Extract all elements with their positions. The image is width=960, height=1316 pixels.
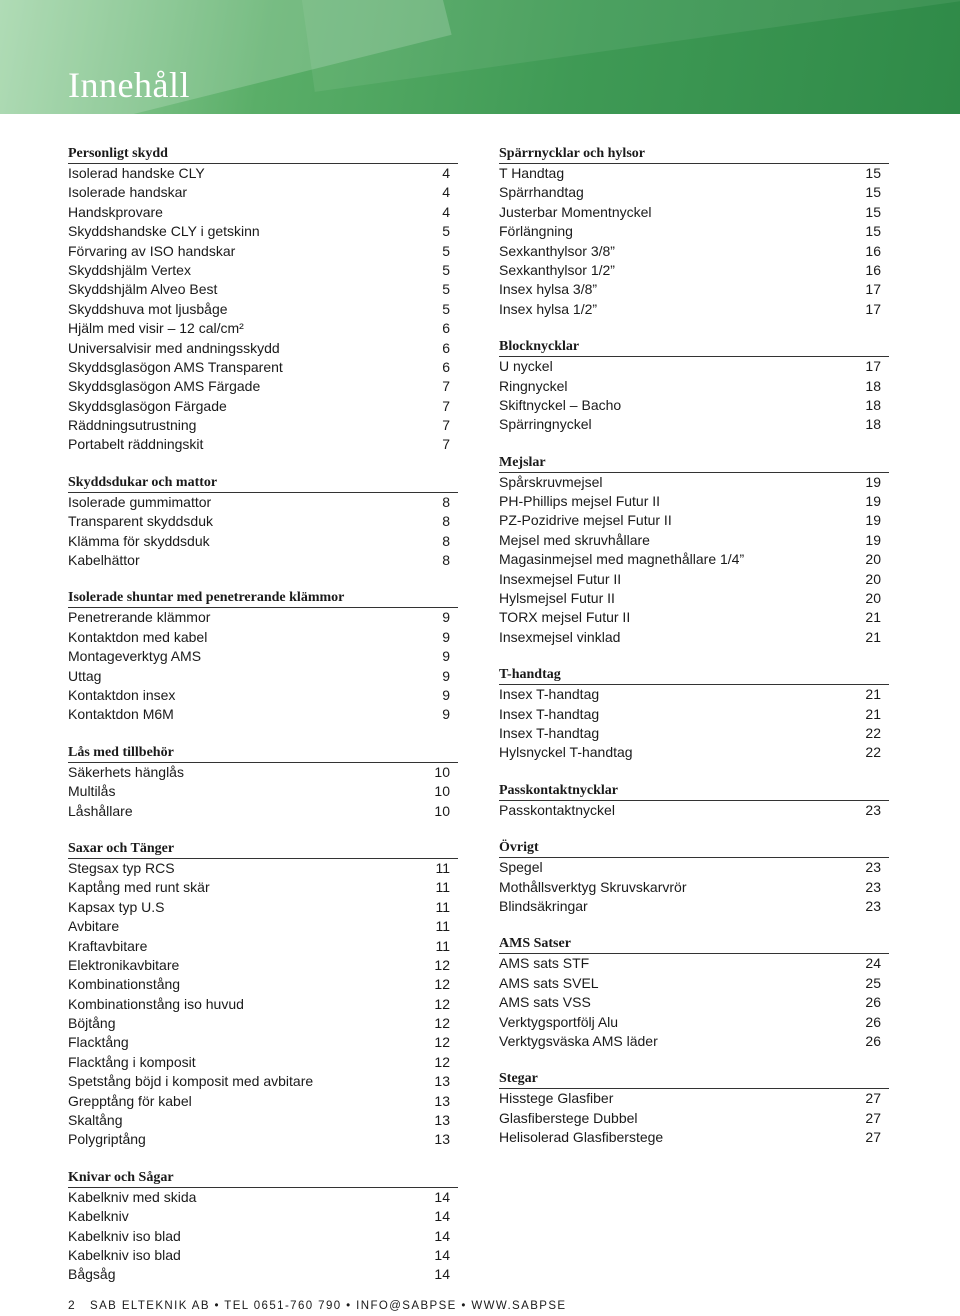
toc-entry-label: Säkerhets hänglås — [68, 763, 184, 780]
section-title: Passkontaktnycklar — [499, 782, 889, 801]
toc-entry-page: 13 — [434, 1131, 450, 1148]
toc-entry[interactable] — [68, 1265, 458, 1284]
toc-entry-label: Justerbar Momentnyckel — [499, 203, 652, 220]
toc-entry[interactable] — [499, 608, 889, 627]
toc-entry-page: 4 — [442, 203, 450, 220]
toc-entry-page: 11 — [435, 859, 450, 876]
toc-entry-page: 12 — [434, 995, 450, 1012]
toc-section — [68, 474, 458, 571]
header-decoration — [294, 0, 960, 92]
toc-entry-label: Handskprovare — [68, 203, 163, 220]
page-footer — [68, 1298, 566, 1312]
toc-entry[interactable] — [68, 300, 458, 319]
footer-contact-info: SAB ELTEKNIK AB • TEL 0651-760 790 • INFO@SABPSE • WWW.SABPSE — [90, 1300, 567, 1312]
toc-entry-page: 14 — [434, 1208, 450, 1225]
toc-section — [499, 145, 889, 319]
toc-entry[interactable] — [68, 1033, 458, 1052]
toc-entry[interactable] — [68, 705, 458, 724]
toc-entry-label: Transparent skyddsduk — [68, 513, 213, 530]
toc-entry[interactable] — [68, 1072, 458, 1091]
section-title: Knivar och Sågar — [68, 1169, 458, 1188]
toc-entry[interactable] — [499, 203, 889, 222]
toc-entry[interactable] — [499, 993, 889, 1012]
toc-entry[interactable] — [68, 1246, 458, 1265]
toc-entry[interactable] — [68, 1188, 458, 1207]
toc-entry-label: Sexkanthylsor 1/2” — [499, 261, 615, 278]
toc-entry-page: 17 — [865, 300, 881, 317]
toc-entry[interactable] — [68, 995, 458, 1014]
toc-entry[interactable] — [499, 511, 889, 530]
toc-entry-label: Insex T-handtag — [499, 724, 600, 741]
toc-entry-page: 6 — [442, 320, 450, 337]
toc-entry-label: Ringnyckel — [499, 377, 568, 394]
toc-section — [499, 1070, 889, 1147]
toc-entry-page: 21 — [865, 628, 881, 645]
toc-entry-label: Hylsnyckel T-handtag — [499, 744, 633, 761]
toc-entry[interactable] — [68, 339, 458, 358]
toc-entry-label: Skyddsglasögon Färgade — [68, 397, 227, 414]
section-title: Lås med tillbehör — [68, 744, 458, 763]
toc-entry-label: Kabelkniv med skida — [68, 1188, 197, 1205]
toc-entry-label: Kontaktdon med kabel — [68, 628, 208, 645]
toc-entry[interactable] — [68, 222, 458, 241]
toc-entry-page: 23 — [865, 859, 881, 876]
toc-entry-label: Spärringnyckel — [499, 416, 592, 433]
toc-entry[interactable] — [68, 763, 458, 782]
toc-entry[interactable] — [68, 1130, 458, 1149]
toc-entry-label: Skyddshjälm Vertex — [68, 261, 191, 278]
toc-entry-label: Isolerade gummimattor — [68, 493, 212, 510]
toc-entry-label: Skaltång — [68, 1112, 123, 1129]
toc-entry-label: Hisstege Glasfiber — [499, 1090, 614, 1107]
toc-entry[interactable] — [68, 164, 458, 183]
toc-entry-label: Kabelkniv iso blad — [68, 1227, 181, 1244]
toc-entry-page: 19 — [865, 512, 881, 529]
footer-page-number: 2 — [68, 1298, 75, 1312]
toc-entry-page: 5 — [442, 261, 450, 278]
toc-section — [68, 145, 458, 455]
toc-entry-label: Spårskruvmejsel — [499, 473, 603, 490]
toc-entry-label: Portabelt räddningskit — [68, 436, 204, 453]
toc-section — [499, 839, 889, 916]
toc-entry-label: Räddningsutrustning — [68, 417, 197, 434]
toc-entry-label: Avbitare — [68, 918, 120, 935]
toc-entry-label: Bågsåg — [68, 1266, 116, 1283]
toc-entry-label: Verktygsportfölj Alu — [499, 1013, 619, 1030]
page-header — [0, 0, 960, 114]
toc-entry-page: 21 — [865, 609, 881, 626]
toc-entry-page: 16 — [865, 242, 881, 259]
toc-entry-page: 14 — [434, 1227, 450, 1244]
toc-entry-page: 9 — [442, 667, 450, 684]
toc-entry-page: 13 — [434, 1092, 450, 1109]
toc-entry[interactable] — [68, 377, 458, 396]
toc-entry-label: Blindsäkringar — [499, 897, 588, 914]
toc-entry[interactable] — [499, 531, 889, 550]
toc-entry[interactable] — [68, 1111, 458, 1130]
toc-entry[interactable] — [68, 358, 458, 377]
toc-entry-page: 14 — [434, 1266, 450, 1283]
section-title: Övrigt — [499, 839, 889, 858]
toc-entry[interactable] — [68, 183, 458, 202]
toc-entry[interactable] — [499, 858, 889, 877]
toc-entry-page: 16 — [865, 261, 881, 278]
toc-entry-label: Förlängning — [499, 223, 573, 240]
toc-entry-page: 26 — [865, 994, 881, 1011]
toc-entry-label: Kontaktdon insex — [68, 686, 176, 703]
toc-entry[interactable] — [499, 1128, 889, 1147]
section-title: Isolerade shuntar med penetrerande klämmor — [68, 589, 458, 608]
toc-entry-page: 8 — [442, 552, 450, 569]
toc-entry-page: 24 — [865, 955, 881, 972]
toc-entry[interactable] — [499, 954, 889, 973]
toc-entry[interactable] — [499, 473, 889, 492]
toc-entry[interactable] — [68, 1092, 458, 1111]
toc-entry[interactable] — [68, 261, 458, 280]
toc-entry-label: Flacktång i komposit — [68, 1053, 196, 1070]
toc-entry-label: Stegsax typ RCS — [68, 859, 175, 876]
section-title: Personligt skydd — [68, 145, 458, 164]
toc-entry-page: 11 — [435, 879, 450, 896]
toc-entry[interactable] — [499, 415, 889, 434]
toc-entry-page: 4 — [442, 184, 450, 201]
section-title: Spärrnycklar och hylsor — [499, 145, 889, 164]
toc-section — [68, 744, 458, 821]
toc-entry-page: 23 — [865, 878, 881, 895]
toc-entry-label: Skyddshjälm Alveo Best — [68, 281, 218, 298]
toc-entry-page: 4 — [442, 165, 450, 181]
toc-entry-page: 15 — [865, 165, 881, 181]
toc-entry-label: AMS sats STF — [499, 955, 590, 972]
toc-entry-page: 12 — [434, 1053, 450, 1070]
toc-entry[interactable] — [499, 280, 889, 299]
toc-entry-label: Skyddshandske CLY i getskinn — [68, 223, 260, 240]
toc-entry[interactable] — [499, 222, 889, 241]
toc-entry[interactable] — [499, 242, 889, 261]
toc-entry-page: 25 — [865, 974, 881, 991]
toc-section — [68, 840, 458, 1150]
toc-entry-label: AMS sats SVEL — [499, 974, 599, 991]
toc-entry-page: 8 — [442, 532, 450, 549]
toc-entry[interactable] — [499, 570, 889, 589]
toc-entry-label: Insex T-handtag — [499, 686, 600, 703]
toc-entry-page: 7 — [442, 378, 450, 395]
toc-entry[interactable] — [68, 551, 458, 570]
toc-entry[interactable] — [68, 917, 458, 936]
toc-entry-label: AMS sats VSS — [499, 994, 591, 1011]
toc-entry-label: Klämma för skyddsduk — [68, 532, 210, 549]
toc-entry-page: 13 — [434, 1112, 450, 1129]
toc-entry-label: Skyddsglasögon AMS Transparent — [68, 358, 283, 375]
toc-entry[interactable] — [499, 878, 889, 897]
toc-entry-page: 12 — [434, 976, 450, 993]
toc-entry-page: 8 — [442, 513, 450, 530]
toc-entry[interactable] — [68, 937, 458, 956]
toc-entry[interactable] — [499, 1109, 889, 1128]
toc-entry-label: Insex hylsa 1/2” — [499, 300, 598, 317]
toc-entry-page: 12 — [434, 1015, 450, 1032]
toc-entry[interactable] — [68, 242, 458, 261]
toc-entry-label: Låshållare — [68, 802, 133, 819]
toc-section — [499, 338, 889, 435]
toc-entry-label: Förvaring av ISO handskar — [68, 242, 236, 259]
toc-entry-page: 10 — [434, 763, 450, 780]
toc-entry-page: 6 — [442, 339, 450, 356]
section-title: T-handtag — [499, 666, 889, 685]
toc-entry-label: Kabelkniv — [68, 1208, 129, 1225]
section-title: Saxar och Tänger — [68, 840, 458, 859]
section-title: Mejslar — [499, 454, 889, 473]
toc-entry-label: PH-Phillips mejsel Futur II — [499, 493, 661, 510]
toc-entry-label: Kaptång med runt skär — [68, 879, 210, 896]
toc-entry[interactable] — [68, 628, 458, 647]
toc-entry-page: 22 — [865, 744, 881, 761]
toc-entry-label: Insexmejsel vinklad — [499, 628, 621, 645]
toc-entry[interactable] — [68, 435, 458, 454]
toc-entry-label: Kabelhättor — [68, 552, 140, 569]
toc-entry[interactable] — [499, 164, 889, 183]
toc-entry-page: 12 — [434, 1034, 450, 1051]
toc-entry-label: Polygriptång — [68, 1131, 146, 1148]
toc-entry-page: 5 — [442, 281, 450, 298]
toc-entry-label: Böjtång — [68, 1015, 116, 1032]
toc-entry-label: Isolerade handskar — [68, 184, 188, 201]
toc-entry-page: 5 — [442, 223, 450, 240]
toc-entry-page: 21 — [865, 686, 881, 703]
toc-entry[interactable] — [68, 956, 458, 975]
toc-entry-label: PZ-Pozidrive mejsel Futur II — [499, 512, 672, 529]
toc-entry-page: 15 — [865, 184, 881, 201]
section-title: Blocknycklar — [499, 338, 889, 357]
toc-entry[interactable] — [68, 416, 458, 435]
toc-entry[interactable] — [68, 975, 458, 994]
toc-entry[interactable] — [68, 319, 458, 338]
toc-entry-page: 9 — [442, 686, 450, 703]
toc-entry-page: 18 — [865, 416, 881, 433]
toc-entry-page: 10 — [434, 783, 450, 800]
toc-entry[interactable] — [499, 743, 889, 762]
toc-entry[interactable] — [499, 974, 889, 993]
toc-entry[interactable] — [499, 300, 889, 319]
toc-section — [499, 782, 889, 820]
toc-entry-label: TORX mejsel Futur II — [499, 609, 631, 626]
toc-entry-label: Grepptång för kabel — [68, 1092, 192, 1109]
toc-entry[interactable] — [499, 492, 889, 511]
toc-entry-page: 21 — [865, 705, 881, 722]
toc-entry-page: 20 — [865, 551, 881, 568]
toc-entry[interactable] — [499, 261, 889, 280]
toc-entry-label: Multilås — [68, 783, 116, 800]
toc-entry-page: 5 — [442, 300, 450, 317]
toc-entry-label: Skyddsglasögon AMS Färgade — [68, 378, 261, 395]
toc-entry-label: Skiftnyckel – Bacho — [499, 396, 622, 413]
toc-entry[interactable] — [499, 396, 889, 415]
toc-entry-label: Kabelkniv iso blad — [68, 1246, 181, 1263]
toc-entry-label: Montageverktyg AMS — [68, 648, 202, 665]
toc-entry[interactable] — [68, 686, 458, 705]
toc-entry[interactable] — [68, 532, 458, 551]
toc-entry-label: Verktygsväska AMS läder — [499, 1032, 658, 1049]
toc-section — [68, 1169, 458, 1285]
toc-entry-page: 9 — [442, 648, 450, 665]
toc-entry-page: 19 — [865, 473, 881, 490]
toc-entry[interactable] — [68, 1227, 458, 1246]
toc-entry-label: Kombinationstång — [68, 976, 181, 993]
toc-entry-label: Spegel — [499, 859, 543, 876]
toc-entry[interactable] — [499, 183, 889, 202]
toc-entry-page: 14 — [434, 1188, 450, 1205]
toc-section — [499, 454, 889, 648]
toc-entry-page: 27 — [865, 1109, 881, 1126]
section-title: AMS Satser — [499, 935, 889, 954]
toc-entry[interactable] — [68, 203, 458, 222]
toc-entry-label: Kapsax typ U.S — [68, 898, 165, 915]
toc-section — [68, 589, 458, 724]
toc-entry[interactable] — [68, 802, 458, 821]
toc-entry-label: Skyddshuva mot ljusbåge — [68, 300, 228, 317]
toc-entry-label: Glasfiberstege Dubbel — [499, 1109, 638, 1126]
toc-entry[interactable] — [499, 724, 889, 743]
toc-entry-page: 19 — [865, 531, 881, 548]
toc-entry-page: 27 — [865, 1090, 881, 1107]
toc-column-right — [499, 145, 889, 1166]
toc-section — [499, 935, 889, 1051]
toc-entry-page: 11 — [435, 898, 450, 915]
toc-entry[interactable] — [499, 897, 889, 916]
toc-entry-page: 10 — [434, 802, 450, 819]
toc-entry-page: 18 — [865, 377, 881, 394]
toc-entry-page: 7 — [442, 397, 450, 414]
toc-entry-label: Spetstång böjd i komposit med avbitare — [68, 1073, 314, 1090]
toc-entry-page: 14 — [434, 1246, 450, 1263]
toc-entry[interactable] — [68, 1014, 458, 1033]
toc-entry-page: 12 — [434, 956, 450, 973]
toc-entry[interactable] — [499, 550, 889, 569]
section-title: Skyddsdukar och mattor — [68, 474, 458, 493]
toc-entry[interactable] — [68, 1053, 458, 1072]
toc-column-left — [68, 145, 458, 1304]
toc-entry[interactable] — [68, 1207, 458, 1226]
toc-entry[interactable] — [68, 608, 458, 627]
toc-entry[interactable] — [68, 782, 458, 801]
toc-entry-page: 22 — [865, 724, 881, 741]
toc-entry-label: Kombinationstång iso huvud — [68, 995, 244, 1012]
toc-entry[interactable] — [68, 397, 458, 416]
toc-entry-page: 7 — [442, 417, 450, 434]
toc-entry[interactable] — [68, 280, 458, 299]
toc-entry[interactable] — [68, 898, 458, 917]
toc-entry-label: Hylsmejsel Futur II — [499, 590, 615, 607]
toc-entry-page: 9 — [442, 706, 450, 723]
toc-entry-page: 20 — [865, 590, 881, 607]
toc-entry-page: 17 — [865, 281, 881, 298]
toc-entry-page: 27 — [865, 1129, 881, 1146]
toc-entry-label: Kontaktdon M6M — [68, 706, 174, 723]
toc-entry[interactable] — [68, 512, 458, 531]
toc-entry[interactable] — [499, 357, 889, 376]
toc-entry-label: Magasinmejsel med magnethållare 1/4” — [499, 551, 745, 568]
toc-entry[interactable] — [499, 628, 889, 647]
toc-entry-page: 6 — [442, 358, 450, 375]
toc-entry-label: Isolerad handske CLY — [68, 165, 205, 181]
toc-entry[interactable] — [499, 705, 889, 724]
toc-entry-page: 19 — [865, 493, 881, 510]
toc-entry-page: 26 — [865, 1032, 881, 1049]
toc-entry-label: Penetrerande klämmor — [68, 609, 211, 626]
toc-entry-page: 23 — [865, 801, 881, 818]
toc-entry-label: T Handtag — [499, 165, 565, 181]
toc-entry-page: 17 — [865, 358, 881, 375]
toc-entry-page: 18 — [865, 396, 881, 413]
toc-entry-page: 15 — [865, 203, 881, 220]
toc-entry-page: 13 — [434, 1073, 450, 1090]
toc-entry-page: 15 — [865, 223, 881, 240]
toc-entry[interactable] — [499, 685, 889, 704]
toc-entry-page: 9 — [442, 609, 450, 626]
toc-entry-page: 23 — [865, 897, 881, 914]
toc-entry[interactable] — [68, 647, 458, 666]
toc-entry[interactable] — [68, 859, 458, 878]
toc-entry-label: Insexmejsel Futur II — [499, 570, 622, 587]
toc-entry-page: 20 — [865, 570, 881, 587]
toc-entry-label: Kraftavbitare — [68, 937, 148, 954]
toc-entry-page: 26 — [865, 1013, 881, 1030]
toc-entry-label: Sexkanthylsor 3/8” — [499, 242, 615, 259]
toc-entry[interactable] — [499, 801, 889, 820]
toc-entry-page: 9 — [442, 628, 450, 645]
toc-entry-label: Helisolerad Glasfiberstege — [499, 1129, 664, 1146]
toc-entry-page: 5 — [442, 242, 450, 259]
toc-entry-label: Elektronikavbitare — [68, 956, 180, 973]
toc-entry[interactable] — [499, 377, 889, 396]
toc-entry[interactable] — [68, 878, 458, 897]
toc-section — [499, 666, 889, 763]
toc-entry-label: Universalvisir med andningsskydd — [68, 339, 280, 356]
toc-entry-page: 11 — [435, 918, 450, 935]
toc-entry-label: Insex hylsa 3/8” — [499, 281, 598, 298]
section-title: Stegar — [499, 1070, 889, 1089]
toc-entry[interactable] — [68, 493, 458, 512]
toc-entry-page: 8 — [442, 493, 450, 510]
toc-entry-label: Hjälm med visir – 12 cal/cm² — [68, 320, 244, 337]
toc-entry-label: Uttag — [68, 667, 102, 684]
page-title: Innehåll — [68, 65, 190, 105]
toc-entry[interactable] — [68, 667, 458, 686]
toc-entry-page: 11 — [435, 937, 450, 954]
toc-entry-label: U nyckel — [499, 358, 553, 375]
toc-entry-label: Insex T-handtag — [499, 705, 600, 722]
toc-entry-label: Passkontaktnyckel — [499, 801, 615, 818]
toc-entry-label: Spärrhandtag — [499, 184, 584, 201]
toc-entry-label: Flacktång — [68, 1034, 129, 1051]
toc-entry[interactable] — [499, 1032, 889, 1051]
toc-entry[interactable] — [499, 589, 889, 608]
toc-entry-page: 7 — [442, 436, 450, 453]
toc-entry-label: Mothållsverktyg Skruvskarvrör — [499, 878, 687, 895]
toc-entry[interactable] — [499, 1013, 889, 1032]
toc-entry-label: Mejsel med skruvhållare — [499, 531, 650, 548]
toc-entry[interactable] — [499, 1089, 889, 1108]
